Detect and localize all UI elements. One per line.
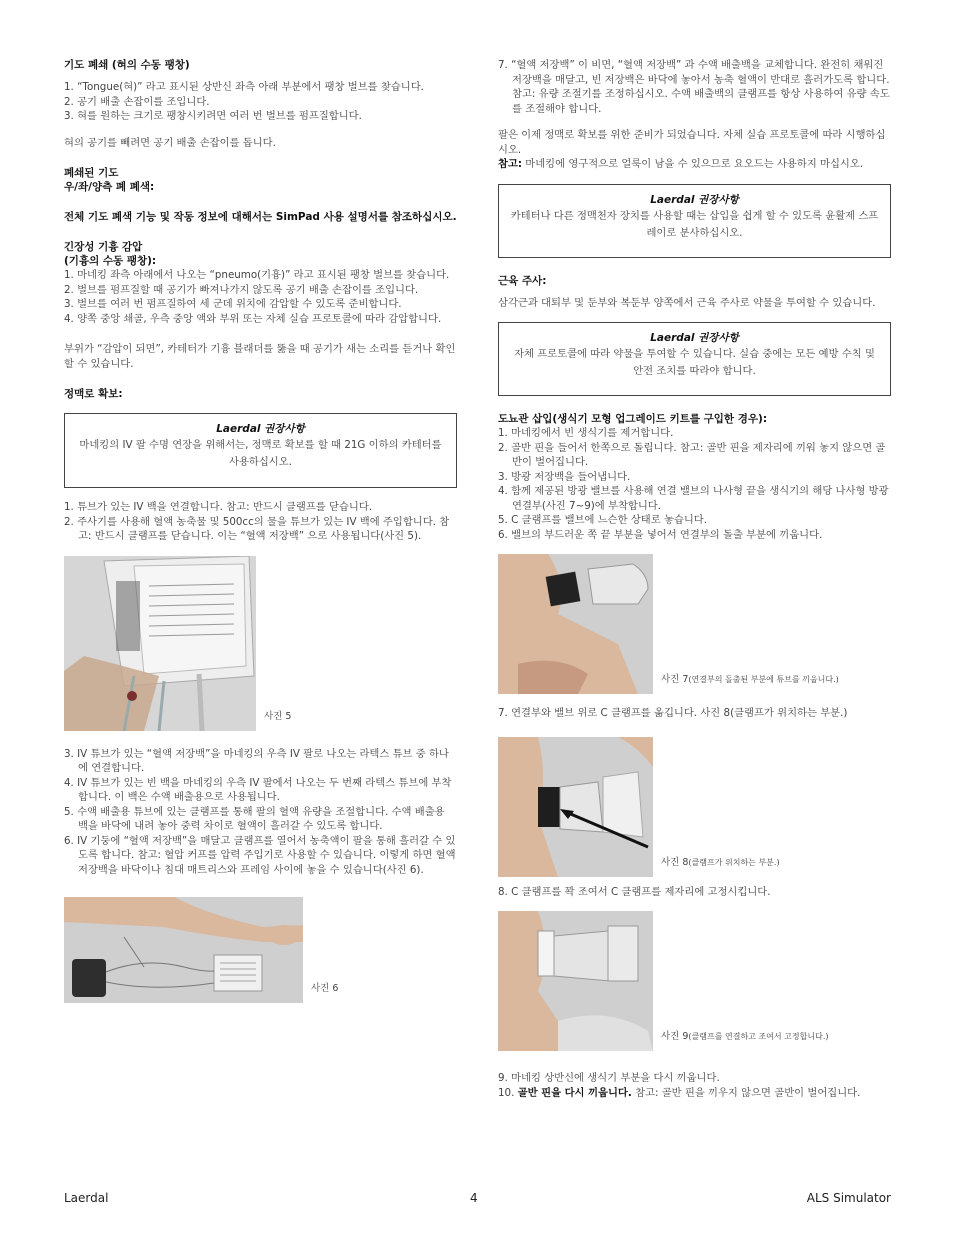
iv-steps-a <box>64 500 457 544</box>
recommendation-box <box>498 184 891 258</box>
list-item: 3. 혀를 원하는 크기로 팽창시키려면 여러 번 벌브를 펌프질합니다. <box>64 110 362 122</box>
recommendation-title: Laerdal 권장사항 <box>650 332 739 344</box>
list-item: 4. 함께 제공된 방광 밸브를 사용해 연결 밸브의 나사형 끝을 생식기의 해당 나사형 방광 연결부(사진 7~9)에 부착합니다. <box>498 485 889 512</box>
photo-5-caption: 사진 5 <box>264 710 292 722</box>
recommendation-body: 카테터나 다른 정맥천자 장치를 사용할 때는 삽입을 쉽게 할 수 있도록 윤활제 스프레이로 분사하십시오. <box>510 209 879 239</box>
airway-note: 혀의 공기를 빼려면 공기 배출 손잡이를 돕니다. <box>64 136 276 149</box>
step-10-number: 10. <box>498 1086 518 1099</box>
recommendation-box <box>64 413 457 488</box>
catheter-steps-final <box>498 1071 891 1100</box>
list-item: 3. 방광 저장백을 들어냅니다. <box>498 470 631 483</box>
catheter-step-8 <box>498 885 891 900</box>
list-item: 2. 벌브를 펌프질할 때 공기가 빠져나가지 않도록 공기 배출 손잡이를 조입니다. <box>64 283 419 296</box>
list-item: 1. 마네킹에서 빈 생식기를 제거합니다. <box>498 427 674 439</box>
airway-steps <box>64 80 457 124</box>
list-item: 1. 마네킹 좌측 아래에서 나오는 “pneumo(기흉)” 라고 표시된 팽창 벌브를 찾습니다. <box>64 269 450 281</box>
iv-steps-b <box>64 747 457 878</box>
photo-6-caption: 사진 6 <box>311 983 339 994</box>
list-item: 2. 골반 핀을 들어서 한쪽으로 돌립니다. 참고: 골반 핀을 제자리에 끼워 놓지 않으면 골반이 벌어집니다. <box>498 441 886 468</box>
simpad-note: 전체 기도 폐색 기능 및 작동 정보에 대해서는 SimPad 사용 설명서를 참조하십시오. <box>64 211 457 223</box>
figure-5 <box>64 556 457 731</box>
figure-8 <box>498 737 891 877</box>
photo-8-subcaption: (클램프가 위치하는 부분.) <box>688 857 780 867</box>
airway-heading: 기도 폐쇄 (혀의 수동 팽창) <box>64 59 190 71</box>
figure-9 <box>498 911 891 1051</box>
im-text: 삼각근과 대퇴부 및 둔부와 복둔부 양쪽에서 근육 주사로 약물을 투여할 수 있습니다. <box>498 296 876 309</box>
list-item: 2. 공기 배출 손잡이를 조입니다. <box>64 95 210 108</box>
list-item: 7. “혈액 저장백” 이 비면, “혈액 저장백” 과 수액 배출백을 교체합니다. 완전히 채워진 저장백을 매달고, 빈 저장백은 바닥에 놓아서 농축 혈액이 반대로 흘러가도록 합니다. 참고: 유량 조절기를 조정하십시오. 수액 배출백의 클램프를 항상 사용하여 유량 속도를 조절해야 합니다. <box>498 59 890 115</box>
figure-6 <box>64 897 457 1003</box>
recommendation-title: Laerdal 권장사항 <box>650 193 739 206</box>
pneumo-note: 부위가 “감압이 되면”, 카테터가 기흉 블래더를 뚫을 때 공기가 새는 소리를 듣거나 확인할 수 있습니다. <box>64 343 456 370</box>
recommendation-title: Laerdal 권장사항 <box>216 423 305 435</box>
list-item: 6. IV 기둥에 “혈액 저장백”을 매달고 클램프를 열어서 농축액이 팔을 통해 흘러갈 수 있도록 합니다. 참고: 혈압 커프를 압력 주입기로 사용할 수 있습니다. 이렇게 하면 혈액 저장백을 바닥이나 침대 매트리스와 프레임 사이에 놓을 수 있습니다(사진 6). <box>64 834 456 876</box>
list-item: 4. 양쪽 중앙 쇄골, 우측 중앙 액와 부위 또는 자체 실습 프로토콜에 따라 감압합니다. <box>64 312 442 325</box>
photo-6-manikin-arm <box>64 897 303 1003</box>
photo-8-clamp-position <box>498 737 653 877</box>
list-item: 7. 연결부와 밸브 위로 C 클램프를 옮깁니다. 사진 8(클램프가 위치하는 부분.) <box>498 707 848 719</box>
ready-note: 팔은 이제 정맥로 확보를 위한 준비가 되었습니다. 자체 실습 프로토콜에 따라 시행하십시오. <box>498 129 886 156</box>
caution-text: 마네킹에 영구적으로 얼룩이 남을 수 있으므로 요오드는 사용하지 마십시오. <box>522 158 864 170</box>
photo-7-subcaption: (연결부의 돌출된 부분에 튜브를 끼웁니다.) <box>688 675 839 684</box>
catheter-heading: 도뇨관 삽입(생식기 모형 업그레이드 키트를 구입한 경우): <box>498 413 768 425</box>
figure-7 <box>498 554 891 694</box>
list-item: 5. 수액 배출용 튜브에 있는 클램프를 통해 팔의 혈액 유량을 조절합니다. 수액 배출용 백을 바닥에 내려 놓아 중력 차이로 혈액이 흘러갈 수 있도록 합니다. <box>64 805 445 832</box>
photo-7-connector <box>498 554 653 694</box>
im-heading: 근육 주사: <box>498 274 547 287</box>
list-item: 8. C 클램프를 꽉 조여서 C 클램프를 제자리에 고정시킵니다. <box>498 885 771 898</box>
list-item: 3. 벌브를 여러 번 펌프질하여 세 군데 위치에 감압할 수 있도록 준비합니다. <box>64 298 402 310</box>
iv-bag-illustration <box>64 556 256 731</box>
right-column <box>498 58 891 1100</box>
photo-8-caption <box>661 857 780 869</box>
pneumo-heading-2: (기흉의 수동 팽창): <box>64 255 157 267</box>
iv-step-7 <box>498 58 891 116</box>
connector-illustration <box>498 554 653 694</box>
list-item <box>498 1086 891 1101</box>
photo-9-caption <box>661 1031 828 1043</box>
iv-heading: 정맥로 확보: <box>64 388 123 400</box>
page-number: 4 <box>470 1191 478 1205</box>
recommendation-body: 마네킹의 IV 팔 수명 연장을 위해서는, 정맥로 확보를 할 때 21G 이하의 카테터를 사용하십시오. <box>79 439 442 468</box>
list-item: 9. 마네킹 상반신에 생식기 부분을 다시 끼웁니다. <box>498 1072 720 1084</box>
caution-label: 참고: <box>498 158 523 170</box>
list-item: 5. C 클램프를 밸브에 느슨한 상태로 놓습니다. <box>498 514 708 526</box>
footer-right: ALS Simulator <box>806 1191 891 1205</box>
list-item: 3. IV 튜브가 있는 “혈액 저장백”을 마네킹의 우측 IV 팔로 나오는 라텍스 튜브 중 하나에 연결합니다. <box>64 747 449 774</box>
step-10-bold: 골반 핀을 다시 끼웁니다. <box>517 1086 632 1099</box>
list-item: 4. IV 튜브가 있는 빈 백을 마네킹의 우측 IV 팔에서 나오는 두 번째 라텍스 튜브에 부착합니다. 이 백은 수액 배출용으로 사용됩니다. <box>64 776 452 803</box>
lung-heading-2: 우/좌/양측 폐 폐색: <box>64 181 155 193</box>
list-item: 2. 주사기를 사용해 혈액 농축물 및 500cc의 물을 튜브가 있는 IV 백에 주입합니다. 참고: 반드시 클램프를 닫습니다. 이는 “혈액 저장백” 으로 사용됩니다(사진 5). <box>64 515 450 542</box>
list-item: 1. “Tongue(혀)” 라고 표시된 상반신 좌측 아래 부분에서 팽창 벌브를 찾습니다. <box>64 81 424 93</box>
photo-9-clamp-tightened <box>498 911 653 1051</box>
list-item: 6. 밸브의 부드러운 쪽 끝 부분을 넣어서 연결부의 돌출 부분에 끼웁니다. <box>498 528 823 541</box>
list-item: 1. 튜브가 있는 IV 백을 연결합니다. 참고: 반드시 클램프를 닫습니다. <box>64 501 373 513</box>
lung-heading-1: 폐쇄된 기도 <box>64 167 119 179</box>
footer-left: Laerdal <box>64 1191 109 1205</box>
photo-8-label: 사진 8 <box>661 856 689 868</box>
recommendation-body: 자체 프로토콜에 따라 약물을 투여할 수 있습니다. 실습 중에는 모든 예방 수칙 및 안전 조치를 따라야 합니다. <box>514 348 875 377</box>
photo-7-caption <box>661 674 839 686</box>
photo-5-iv-bag <box>64 556 256 731</box>
manikin-arm-illustration <box>64 897 303 1003</box>
photo-9-label: 사진 9 <box>661 1031 689 1042</box>
clamp-position-illustration <box>498 737 653 877</box>
pneumo-steps <box>64 268 457 326</box>
catheter-steps <box>498 426 891 542</box>
caution-note <box>498 157 891 172</box>
step-10-text: 참고: 골반 핀을 끼우지 않으면 골반이 벌어집니다. <box>631 1086 861 1099</box>
clamp-tightened-illustration <box>498 911 653 1051</box>
recommendation-box <box>498 322 891 396</box>
catheter-step-7 <box>498 706 891 721</box>
pneumo-heading-1: 긴장성 기흉 감압 <box>64 241 143 253</box>
photo-9-subcaption: (클램프를 연결하고 조여서 고정합니다.) <box>688 1032 829 1041</box>
left-column <box>64 58 457 1003</box>
photo-7-label: 사진 7 <box>661 674 689 685</box>
